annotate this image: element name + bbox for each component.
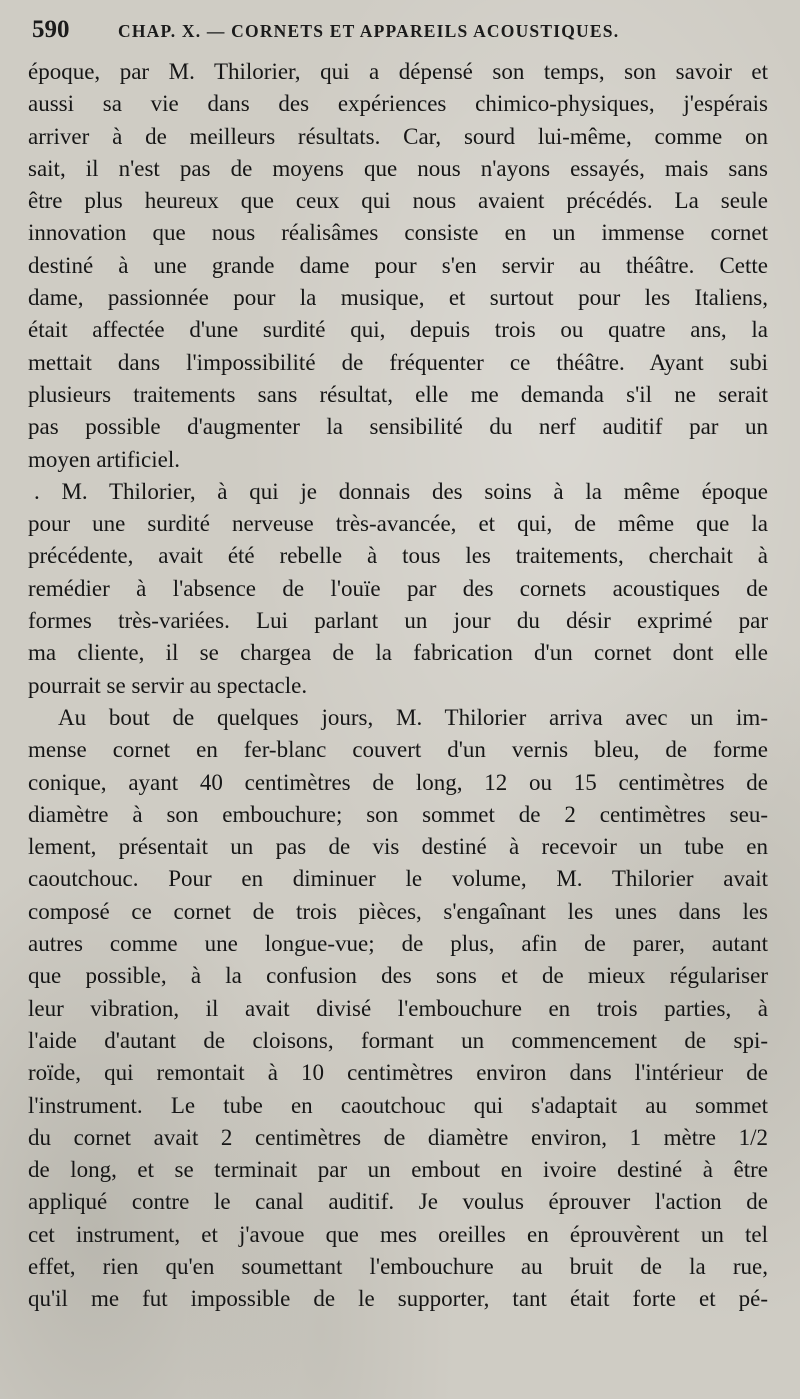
text-line: caoutchouc. Pour en diminuer le volume, M. Thilorier avait: [28, 866, 768, 892]
text-line: formes très-variées. Lui parlant un jour du désir exprimé par: [28, 608, 768, 634]
text-line: roïde, qui remontait à 10 centimètres environ dans l'intérieur de: [28, 1060, 768, 1086]
text-line: autres comme une longue-vue; de plus, afin de parer, autant: [28, 931, 768, 957]
text-line: plusieurs traitements sans résultat, elle me demanda s'il ne serait: [28, 381, 768, 407]
text-line: précédente, avait été rebelle à tous les traitements, cherchait à: [28, 543, 768, 569]
text-line: lement, présentait un pas de vis destiné à recevoir un tube en: [28, 834, 768, 860]
running-head: CHAP. X. — CORNETS ET APPAREILS ACOUSTIQUES.: [118, 21, 620, 41]
text-line: innovation que nous réalisâmes consiste en un immense cornet: [28, 220, 768, 246]
text-line: moyen artificiel.: [28, 446, 180, 472]
text-line: effet, rien qu'en soumettant l'embouchure au bruit de la rue,: [28, 1253, 768, 1279]
text-line: destiné à une grande dame pour s'en servir au théâtre. Cette: [28, 252, 768, 278]
text-line: diamètre à son embouchure; son sommet de 2 centimètres seu-: [28, 801, 768, 827]
text-line: arriver à de meilleurs résultats. Car, sourd lui-même, comme on: [28, 123, 768, 149]
text-line: Au bout de quelques jours, M. Thilorier arriva avec un im-: [58, 704, 768, 730]
text-line: pas possible d'augmenter la sensibilité du nerf auditif par un: [28, 414, 768, 440]
text-line: pourrait se servir au spectacle.: [28, 672, 308, 698]
text-line: conique, ayant 40 centimètres de long, 12 ou 15 centimètres de: [28, 769, 768, 795]
text-line: cet instrument, et j'avoue que mes oreilles en éprouvèrent un tel: [28, 1221, 768, 1247]
text-line: leur vibration, il avait divisé l'embouchure en trois parties, à: [28, 995, 768, 1021]
text-line: de long, et se terminait par un embout en ivoire destiné à être: [28, 1157, 768, 1183]
text-line: sait, il n'est pas de moyens que nous n'ayons essayés, mais sans: [28, 155, 768, 181]
text-line: époque, par M. Thilorier, qui a dépensé son temps, son savoir et: [28, 59, 768, 84]
text-line: mettait dans l'impossibilité de fréquenter ce théâtre. Ayant subi: [28, 349, 768, 375]
text-line: du cornet avait 2 centimètres de diamètre environ, 1 mètre 1/2: [28, 1124, 768, 1150]
text-line: qu'il me fut impossible de le supporter, tant était forte et pé-: [28, 1286, 768, 1312]
page-header: [32, 14, 772, 54]
text-line: mense cornet en fer-blanc couvert d'un vernis bleu, de forme: [28, 737, 768, 763]
text-line: ma cliente, il se chargea de la fabrication d'un cornet dont elle: [28, 640, 768, 666]
page-number: 590: [32, 16, 70, 43]
text-line: composé ce cornet de trois pièces, s'engaînant les unes dans les: [28, 898, 768, 924]
text-line: pour une surdité nerveuse très-avancée, et qui, de même que la: [28, 511, 768, 537]
text-line: que possible, à la confusion des sons et de mieux régulariser: [28, 963, 768, 989]
text-line: remédier à l'absence de l'ouïe par des cornets acoustiques de: [28, 575, 768, 601]
text-line: . M. Thilorier, à qui je donnais des soins à la même époque: [34, 478, 768, 504]
text-line: appliqué contre le canal auditif. Je voulus éprouver l'action de: [28, 1189, 768, 1215]
text-line: était affectée d'une surdité qui, depuis trois ou quatre ans, la: [28, 317, 768, 343]
text-line: l'instrument. Le tube en caoutchouc qui s'adaptait au sommet: [28, 1092, 768, 1118]
text-line: être plus heureux que ceux qui nous avaient précédés. La seule: [28, 188, 768, 214]
text-line: dame, passionnée pour la musique, et surtout pour les Italiens,: [28, 285, 768, 311]
text-line: aussi sa vie dans des expériences chimico-physiques, j'espérais: [28, 91, 768, 117]
text-line: l'aide d'autant de cloisons, formant un commencement de spi-: [28, 1027, 768, 1053]
body-text: [28, 56, 768, 1316]
